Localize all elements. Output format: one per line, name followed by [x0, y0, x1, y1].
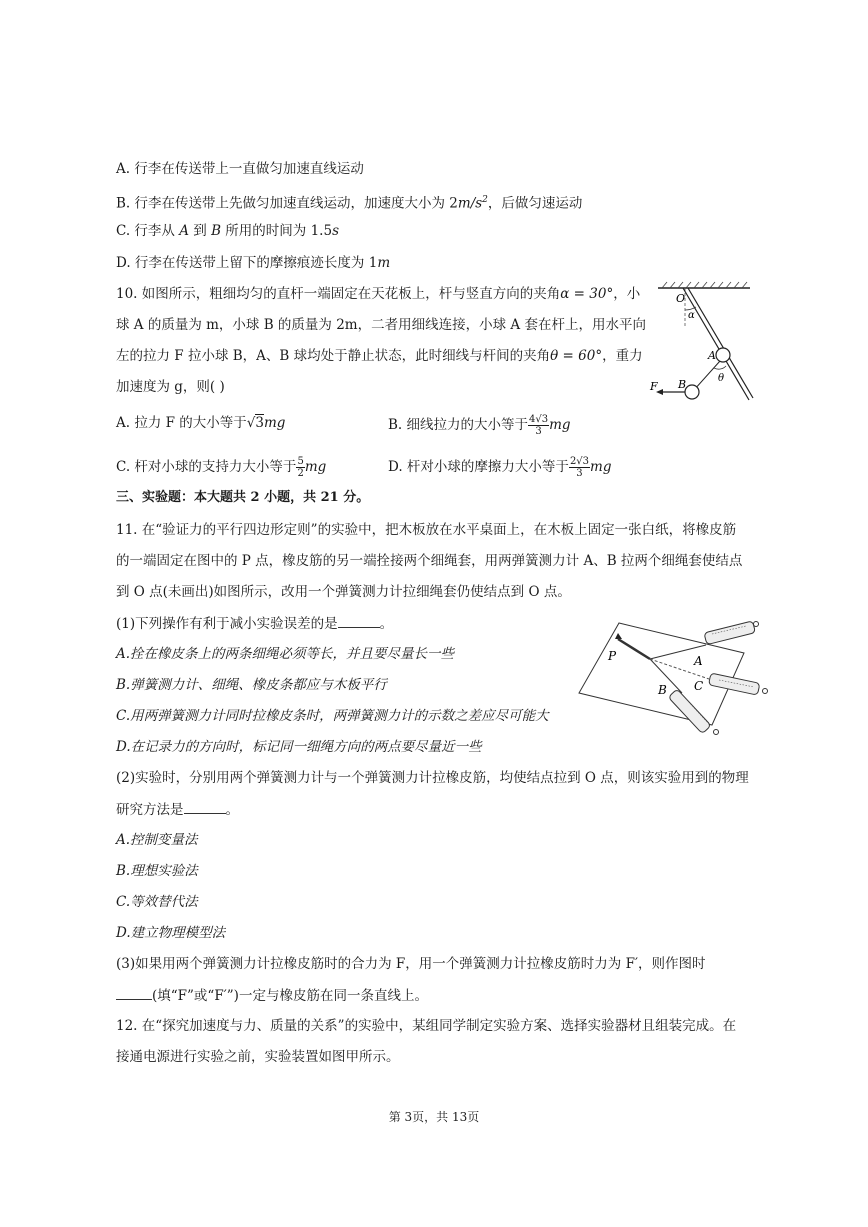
- q9-option-d-unit: m: [377, 255, 391, 271]
- q10-line-2: 球 A 的质量为 m，小球 B 的质量为 2m，二者用细线连接，小球 A 套在杆上，用水平向: [116, 317, 646, 333]
- label-b: B: [658, 683, 667, 697]
- q10-option-b-numerator: 4√3: [529, 414, 549, 425]
- q10-line-1-end: ，小: [613, 286, 641, 302]
- q10-option-d-text: D. 杆对小球的摩擦力大小等于: [388, 459, 569, 475]
- q9-option-b-text: B. 行李在传送带上先做匀加速直线运动，加速度大小为: [116, 195, 450, 212]
- q11-sub-2-option-c: C.等效替代法: [116, 894, 198, 910]
- q11-line-2: 的一端固定在图中的 P 点，橡皮筋的另一端拴接两个细绳套，用两弹簧测力计 A、B 拉两个细绳套使结点: [116, 553, 743, 569]
- q9-option-a: A. 行李在传送带上一直做匀加速直线运动: [116, 161, 364, 177]
- q9-option-b-exponent: 2: [482, 195, 488, 205]
- q11-sub-3-line-2: [116, 986, 428, 1005]
- q11-sub-1: [116, 614, 393, 633]
- q9-option-d-value: 1: [368, 255, 378, 271]
- label-f: F: [650, 380, 658, 393]
- ball-b: [685, 385, 699, 399]
- q10-option-a-mg: mg: [263, 415, 286, 431]
- q11-sub-1-option-b: B.弹簧测力计、细绳、橡皮条都应与木板平行: [116, 677, 387, 693]
- q12-line-1: 12. 在“探究加速度与力、质量的关系”的实验中，某组同学制定实验方案、选择实验器材且组装完成。在: [116, 1018, 737, 1034]
- q10-theta-value: θ = 60°: [550, 348, 603, 364]
- page-footer: 第 3页，共 13页: [388, 1110, 480, 1124]
- q10-option-a-text: A. 拉力 F 的大小等于: [116, 415, 247, 431]
- q9-option-c-text: C. 行李从: [116, 223, 180, 239]
- label-c: C: [694, 679, 704, 693]
- q11-sub-1-option-d: D.在记录力的方向时，标记同一细绳方向的两点要尽量近一些: [116, 739, 482, 755]
- q10-alpha-value: α = 30°: [560, 286, 614, 302]
- q10-option-d: [388, 456, 612, 479]
- q10-option-c: [116, 456, 326, 479]
- q11-figure: [574, 615, 774, 740]
- rod-edge-left: [683, 288, 749, 400]
- q12-line-2: 接通电源进行实验之前，实验装置如图甲所示。: [116, 1049, 400, 1065]
- label-alpha: α: [688, 310, 695, 321]
- theta-arc: [714, 366, 726, 369]
- string-line: [694, 361, 720, 390]
- q10-option-c-denominator: 2: [297, 468, 304, 479]
- ball-a: [716, 348, 730, 362]
- q9-option-c-text-end: 所用的时间为: [221, 223, 311, 239]
- q9-point-a: A: [179, 223, 189, 239]
- q11-sub-1-blank[interactable]: [338, 614, 380, 628]
- q9-option-c-unit: s: [332, 223, 340, 239]
- q11-sub-1-option-a: A.拴在橡皮条上的两条细绳必须等长，并且要尽量长一些: [116, 646, 455, 662]
- q11-sub-2-option-d: D.建立物理模型法: [116, 925, 226, 941]
- q10-option-a-radicand: 3: [255, 415, 264, 431]
- q11-sub-2-text: 研究方法是: [116, 802, 184, 818]
- q9-option-b-text-end: ，后做匀速运动: [487, 195, 583, 212]
- q9-option-b-value: 2: [449, 195, 458, 212]
- q11-sub-1-text: (1)下列操作有利于减小实验误差的是: [116, 616, 338, 632]
- q11-sub-2-line-2: [116, 800, 239, 819]
- q10-option-d-fraction: [569, 456, 590, 479]
- q10-option-b-text: B. 细线拉力的大小等于: [388, 417, 529, 433]
- q11-sub-1-option-c: C.用两弹簧测力计同时拉橡皮条时，两弹簧测力计的示数之差应尽可能大: [116, 708, 549, 724]
- q10-option-b-denominator: 3: [535, 426, 542, 437]
- q11-sub-3-text: (填“F”或“F′”)一定与橡皮筋在同一条直线上。: [152, 988, 428, 1004]
- q9-option-d: [116, 254, 390, 272]
- q11-sub-2-option-b: B.理想实验法: [116, 863, 198, 879]
- label-theta: θ: [718, 373, 725, 384]
- label-o: O: [676, 292, 686, 305]
- q10-option-d-denominator: 3: [576, 468, 583, 479]
- q10-line-1-text: 10. 如图所示，粗细均匀的直杆一端固定在天花板上，杆与竖直方向的夹角: [116, 286, 561, 302]
- q10-line-3: [116, 347, 643, 365]
- q10-option-d-mg: mg: [590, 459, 612, 475]
- q11-sub-2-blank[interactable]: [184, 800, 226, 814]
- q10-option-b-mg: mg: [549, 417, 571, 433]
- q9-option-c-value: 1.5: [310, 223, 333, 239]
- q10-option-c-fraction: [296, 456, 304, 479]
- q9-option-c-mid: 到: [188, 223, 212, 239]
- q10-option-b: [388, 414, 571, 437]
- spring-scale-a: [704, 621, 759, 645]
- q10-option-c-text: C. 杆对小球的支持力大小等于: [116, 459, 297, 475]
- q11-line-1: 11. 在“验证力的平行四边形定则”的实验中，把木板放在水平桌面上，在木板上固定一张白纸，将橡皮筋: [116, 522, 737, 538]
- q10-option-c-numerator: 5: [297, 456, 304, 467]
- q10-line-4: 加速度为 g，则( ): [116, 379, 225, 395]
- q9-option-b: [116, 191, 582, 213]
- q11-sub-3-line-1: (3)如果用两个弹簧测力计拉橡皮筋时的合力为 F，用一个弹簧测力计拉橡皮筋时力为 F′，则作图时: [116, 956, 706, 972]
- q10-figure: [648, 280, 758, 408]
- q9-point-b: B: [211, 223, 221, 239]
- q11-sub-2-option-a: A.控制变量法: [116, 832, 198, 848]
- label-a: A: [694, 654, 703, 668]
- q11-sub-3-blank[interactable]: [116, 986, 152, 1000]
- q10-line-1: [116, 285, 640, 303]
- q9-option-b-unit: m/s: [457, 195, 483, 212]
- q10-line-3-text: 左的拉力 F 拉小球 B，A、B 球均处于静止状态，此时细线与杆间的夹角: [116, 348, 551, 364]
- q9-option-d-text: D. 行李在传送带上留下的摩擦痕迹长度为: [116, 255, 369, 271]
- label-p: P: [608, 649, 617, 663]
- q11-line-3: 到 O 点(未画出)如图所示，改用一个弹簧测力计拉细绳套仍使结点到 O 点。: [116, 584, 571, 600]
- q10-option-d-numerator: 2√3: [569, 456, 590, 467]
- q10-option-b-fraction: [528, 414, 549, 437]
- q10-option-a: A. 拉力 F 的大小等于√3mg: [116, 415, 286, 431]
- q9-option-c: [116, 222, 339, 240]
- label-a: A: [708, 349, 716, 362]
- ceiling-hatch: [662, 282, 747, 288]
- q11-sub-1-end: 。: [379, 616, 394, 632]
- q11-sub-2-end: 。: [225, 802, 239, 818]
- q10-option-c-mg: mg: [304, 459, 327, 475]
- label-b: B: [678, 378, 687, 391]
- section-3-heading: 三、实验题：本大题共 2 小题，共 21 分。: [116, 490, 370, 505]
- q11-sub-2-line-1: (2)实验时，分别用两个弹簧测力计与一个弹簧测力计拉橡皮筋，均使结点拉到 O 点，则该实验用到的物理: [116, 770, 749, 786]
- q10-line-3-end: ，重力: [602, 348, 643, 364]
